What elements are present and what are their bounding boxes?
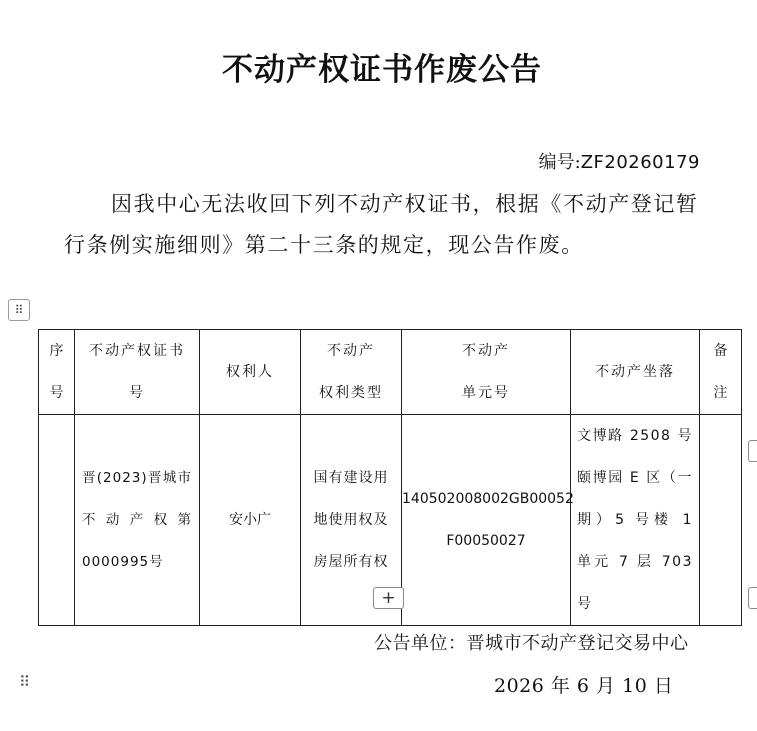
issuing-unit: 公告单位：晋城市不动产登记交易中心 bbox=[374, 633, 689, 654]
table-header-row bbox=[39, 330, 742, 415]
add-row-button[interactable]: + bbox=[373, 587, 404, 609]
insert-column-button[interactable] bbox=[748, 440, 757, 462]
cell-cert-number[interactable]: 晋(2023)晋城市不动产权第0000995号 bbox=[75, 415, 200, 626]
cell-location[interactable]: 文博路 2508 号颐博园 E 区（一期）5 号楼 1 单元 7 层 703 号 bbox=[571, 415, 700, 626]
issue-date: 2026 年 6 月 10 日 bbox=[494, 675, 674, 697]
table-resize-handle[interactable] bbox=[748, 587, 757, 609]
header-owner: 权利人 bbox=[200, 330, 301, 415]
cell-seq[interactable] bbox=[39, 415, 75, 626]
cell-remark[interactable] bbox=[700, 415, 742, 626]
cell-owner[interactable]: 安小广 bbox=[200, 415, 301, 626]
table-move-handle-icon[interactable]: ⠿ bbox=[8, 299, 30, 321]
drag-handle-icon[interactable]: ⠿ bbox=[19, 673, 30, 691]
cell-unit-number[interactable]: 140502008002GB00052 F00050027 bbox=[402, 415, 571, 626]
document-number-value: ZF20260179 bbox=[580, 152, 700, 173]
cell-right-type[interactable]: 国有建设用地使用权及房屋所有权 bbox=[301, 415, 402, 626]
header-location: 不动产坐落 bbox=[571, 330, 700, 415]
header-seq: 序 号 bbox=[39, 330, 75, 415]
announcement-body: 因我中心无法收回下列不动产权证书，根据《不动产登记暂行条例实施细则》第二十三条的规定，现公告作废。 bbox=[64, 192, 699, 257]
document-number bbox=[539, 148, 700, 174]
page-title: 不动产权证书作废公告 bbox=[222, 52, 542, 88]
header-unit-number: 不动产 单元号 bbox=[402, 330, 571, 415]
certificate-table bbox=[38, 329, 742, 626]
header-remark: 备 注 bbox=[700, 330, 742, 415]
header-cert-number: 不动产权证书 号 bbox=[75, 330, 200, 415]
document-number-label: 编号: bbox=[538, 152, 581, 173]
header-right-type: 不动产 权利类型 bbox=[301, 330, 402, 415]
